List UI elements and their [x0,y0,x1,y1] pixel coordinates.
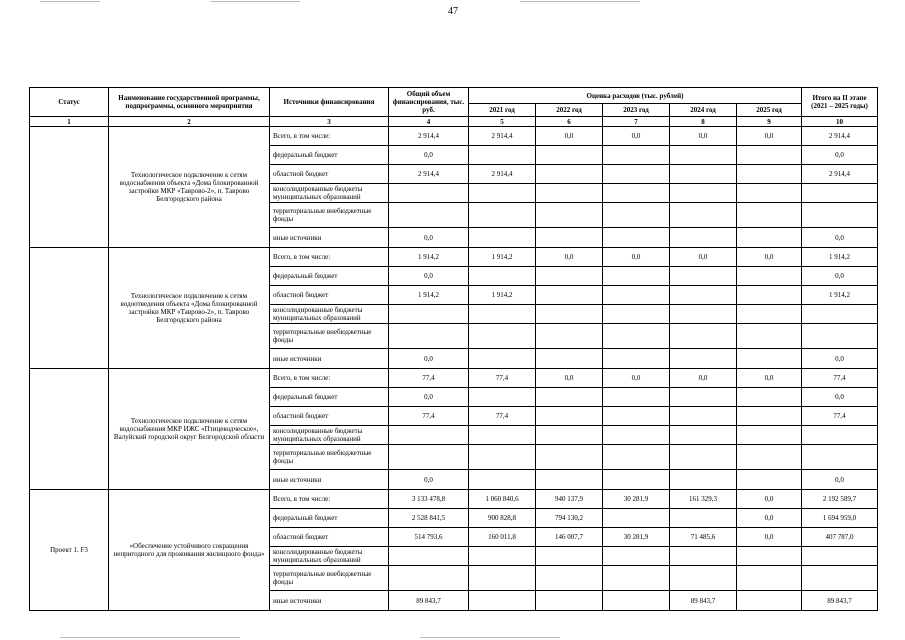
scan-edge-line [420,637,560,638]
cell-2023: 0,0 [603,248,670,267]
cell-2021 [469,445,536,470]
cell-total: 0,0 [389,267,469,286]
cell-stage-total [802,547,878,566]
cell-total: 3 133 478,8 [389,490,469,509]
cell-2025 [737,184,802,203]
cell-total: 2 914,4 [389,165,469,184]
cell-total: 0,0 [389,388,469,407]
cell-2023: 30 281,9 [603,528,670,547]
cell-2024 [670,146,737,165]
cell-2021 [469,388,536,407]
header-year: 2023 год [603,104,670,117]
header-year: 2021 год [469,104,536,117]
budget-table [29,87,878,611]
scan-edge-line [40,1,100,2]
table-row [30,369,878,388]
cell-2023 [603,566,670,591]
table-row [30,490,878,509]
source-cell: иные источники [270,349,389,369]
cell-2023 [603,324,670,349]
cell-stage-total: 407 787,0 [802,528,878,547]
column-number: 2 [109,117,270,127]
cell-stage-total: 0,0 [802,388,878,407]
cell-2023: 0,0 [603,127,670,146]
cell-2025 [737,470,802,490]
cell-2023 [603,591,670,611]
source-cell: консолидированные бюджеты муниципальных образований [270,305,389,324]
cell-2022 [536,591,603,611]
cell-2021 [469,470,536,490]
cell-2022: 0,0 [536,248,603,267]
cell-total [389,426,469,445]
cell-2025 [737,388,802,407]
cell-2024 [670,547,737,566]
measure-name-cell: Технологическое подключение к сетям водоснабжения объекта «Дома блокированной застройки МКР «Таврово-2», п. Таврово Белгородского района [109,127,270,248]
cell-2024 [670,470,737,490]
column-number: 3 [270,117,389,127]
cell-stage-total: 0,0 [802,228,878,248]
cell-stage-total: 2 914,4 [802,165,878,184]
cell-stage-total [802,426,878,445]
cell-2023: 30 281,9 [603,490,670,509]
cell-total: 0,0 [389,228,469,248]
column-number: 4 [389,117,469,127]
cell-2022 [536,203,603,228]
header-stage-total: Итого на II этапе (2021 – 2025 годы) [802,88,878,117]
cell-total: 1 914,2 [389,286,469,305]
cell-2025 [737,267,802,286]
cell-2025 [737,165,802,184]
cell-2022 [536,267,603,286]
cell-2024 [670,407,737,426]
cell-2025 [737,228,802,248]
cell-total: 0,0 [389,470,469,490]
cell-2024 [670,324,737,349]
cell-stage-total: 0,0 [802,267,878,286]
header-estimate: Оценка расходов (тыс. рублей) [469,88,802,104]
cell-2022: 794 130,2 [536,509,603,528]
cell-2025 [737,324,802,349]
cell-2022 [536,407,603,426]
cell-2022: 0,0 [536,127,603,146]
header-total: Общий объем финансирования, тыс. руб. [389,88,469,117]
cell-2023 [603,445,670,470]
scan-edge-line [520,1,640,2]
cell-stage-total: 77,4 [802,369,878,388]
cell-2021: 1 914,2 [469,286,536,305]
source-cell: федеральный бюджет [270,267,389,286]
cell-2021: 2 914,4 [469,127,536,146]
header-year: 2025 год [737,104,802,117]
cell-2022: 146 007,7 [536,528,603,547]
cell-2023 [603,305,670,324]
cell-2024 [670,426,737,445]
cell-2023 [603,426,670,445]
table-body [30,127,878,611]
column-number: 10 [802,117,878,127]
cell-stage-total [802,566,878,591]
cell-2022: 940 137,9 [536,490,603,509]
cell-total: 0,0 [389,146,469,165]
cell-2024 [670,305,737,324]
cell-stage-total: 2 192 589,7 [802,490,878,509]
source-cell: федеральный бюджет [270,146,389,165]
cell-total: 514 793,6 [389,528,469,547]
cell-2021 [469,146,536,165]
cell-stage-total: 77,4 [802,407,878,426]
cell-2025: 0,0 [737,248,802,267]
cell-2023 [603,165,670,184]
cell-stage-total: 2 914,4 [802,127,878,146]
source-cell: федеральный бюджет [270,388,389,407]
cell-total [389,203,469,228]
cell-2025 [737,407,802,426]
cell-total: 0,0 [389,349,469,369]
source-cell: Всего, в том числе: [270,490,389,509]
cell-2021: 1 060 840,6 [469,490,536,509]
cell-2022 [536,305,603,324]
cell-2025: 0,0 [737,528,802,547]
cell-2023 [603,388,670,407]
source-cell: территориальные внебюджетные фонды [270,566,389,591]
cell-2025 [737,445,802,470]
cell-total [389,445,469,470]
source-cell: Всего, в том числе: [270,127,389,146]
cell-2022 [536,324,603,349]
cell-2021: 77,4 [469,407,536,426]
source-cell: территориальные внебюджетные фонды [270,445,389,470]
cell-2021: 160 011,8 [469,528,536,547]
cell-2021: 77,4 [469,369,536,388]
cell-2023 [603,407,670,426]
cell-2025 [737,591,802,611]
source-cell: областной бюджет [270,165,389,184]
cell-stage-total: 1 914,2 [802,286,878,305]
cell-2021 [469,547,536,566]
cell-2025 [737,146,802,165]
cell-2024 [670,509,737,528]
cell-stage-total: 0,0 [802,470,878,490]
cell-total: 1 914,2 [389,248,469,267]
cell-2021 [469,203,536,228]
cell-2024: 0,0 [670,127,737,146]
cell-2024 [670,165,737,184]
cell-2024 [670,388,737,407]
cell-2022 [536,286,603,305]
header-year: 2024 год [670,104,737,117]
cell-2025 [737,286,802,305]
cell-2021: 1 914,2 [469,248,536,267]
cell-2021 [469,566,536,591]
cell-2021 [469,426,536,445]
cell-total [389,305,469,324]
source-cell: областной бюджет [270,407,389,426]
column-number: 1 [30,117,109,127]
cell-2022 [536,445,603,470]
header-name: Наименование государственной программы, подпрограммы, основного мероприятия [109,88,270,117]
cell-2022 [536,228,603,248]
cell-2022 [536,146,603,165]
cell-2025: 0,0 [737,369,802,388]
cell-2025 [737,426,802,445]
cell-2023 [603,509,670,528]
cell-2025 [737,349,802,369]
cell-2024: 0,0 [670,248,737,267]
cell-2022 [536,165,603,184]
cell-total [389,324,469,349]
header-sources: Источники финансирования [270,88,389,117]
source-cell: консолидированные бюджеты муниципальных образований [270,426,389,445]
cell-2021 [469,267,536,286]
source-cell: Всего, в том числе: [270,369,389,388]
source-cell: иные источники [270,228,389,248]
measure-name-cell: Технологическое подключение к сетям водоснабжения МКР ИЖС «Птицеводческое», Валуйский городской округ Белгородской области [109,369,270,490]
cell-2023 [603,470,670,490]
source-cell: территориальные внебюджетные фонды [270,324,389,349]
cell-2021 [469,324,536,349]
cell-total [389,566,469,591]
cell-2024: 0,0 [670,369,737,388]
cell-2022 [536,547,603,566]
cell-stage-total [802,184,878,203]
table-row [30,248,878,267]
cell-2025: 0,0 [737,127,802,146]
cell-2025: 0,0 [737,509,802,528]
cell-total [389,184,469,203]
cell-2023 [603,547,670,566]
cell-2024 [670,349,737,369]
cell-2022: 0,0 [536,369,603,388]
cell-2024: 71 485,6 [670,528,737,547]
status-cell [30,369,109,490]
table-header [30,88,878,127]
cell-2021 [469,349,536,369]
cell-2022 [536,470,603,490]
source-cell: территориальные внебюджетные фонды [270,203,389,228]
cell-2024 [670,566,737,591]
column-number: 7 [603,117,670,127]
cell-total: 2 914,4 [389,127,469,146]
cell-2022 [536,349,603,369]
source-cell: федеральный бюджет [270,509,389,528]
cell-stage-total: 89 843,7 [802,591,878,611]
header-status: Статус [30,88,109,117]
cell-2022 [536,566,603,591]
cell-stage-total [802,324,878,349]
scan-edge-line [60,637,240,638]
cell-2025 [737,547,802,566]
cell-total: 77,4 [389,369,469,388]
header-year: 2022 год [536,104,603,117]
cell-total [389,547,469,566]
measure-name-cell: Технологическое подключение к сетям водоотведения объекта «Дома блокированной застройки МКР «Таврово-2», п. Таврово Белгородского района [109,248,270,369]
column-number: 5 [469,117,536,127]
cell-2021: 900 828,8 [469,509,536,528]
cell-2023 [603,146,670,165]
cell-total: 2 528 841,5 [389,509,469,528]
cell-stage-total: 0,0 [802,349,878,369]
cell-2023 [603,267,670,286]
cell-total: 77,4 [389,407,469,426]
cell-2023 [603,349,670,369]
source-cell: Всего, в том числе: [270,248,389,267]
cell-stage-total: 0,0 [802,146,878,165]
status-cell [30,248,109,369]
cell-2021 [469,184,536,203]
scan-edge-line [210,1,300,2]
cell-2024 [670,445,737,470]
cell-2023 [603,228,670,248]
cell-2022 [536,184,603,203]
cell-2023 [603,184,670,203]
cell-2023: 0,0 [603,369,670,388]
cell-2024 [670,228,737,248]
cell-2024 [670,203,737,228]
cell-2024: 161 329,3 [670,490,737,509]
source-cell: областной бюджет [270,528,389,547]
cell-2021: 2 914,4 [469,165,536,184]
status-cell: Проект 1. F3 [30,490,109,611]
cell-2025: 0,0 [737,490,802,509]
source-cell: консолидированные бюджеты муниципальных образований [270,184,389,203]
cell-2024 [670,267,737,286]
source-cell: областной бюджет [270,286,389,305]
cell-2021 [469,305,536,324]
cell-2023 [603,286,670,305]
cell-2021 [469,228,536,248]
cell-2021 [469,591,536,611]
source-cell: иные источники [270,470,389,490]
page-number: 47 [448,6,458,17]
source-cell: иные источники [270,591,389,611]
cell-2025 [737,566,802,591]
measure-name-cell: «Обеспечение устойчивого сокращения непригодного для проживания жилищного фонда» [109,490,270,611]
cell-total: 89 843,7 [389,591,469,611]
column-number: 9 [737,117,802,127]
cell-stage-total [802,445,878,470]
column-number: 6 [536,117,603,127]
cell-2024 [670,184,737,203]
cell-2025 [737,305,802,324]
cell-2023 [603,203,670,228]
source-cell: консолидированные бюджеты муниципальных образований [270,547,389,566]
cell-stage-total [802,305,878,324]
cell-2022 [536,388,603,407]
status-cell [30,127,109,248]
table-row [30,127,878,146]
cell-stage-total: 1 914,2 [802,248,878,267]
cell-2024: 89 843,7 [670,591,737,611]
cell-stage-total [802,203,878,228]
cell-2024 [670,286,737,305]
cell-2025 [737,203,802,228]
cell-stage-total: 1 694 959,0 [802,509,878,528]
cell-2022 [536,426,603,445]
column-number: 8 [670,117,737,127]
